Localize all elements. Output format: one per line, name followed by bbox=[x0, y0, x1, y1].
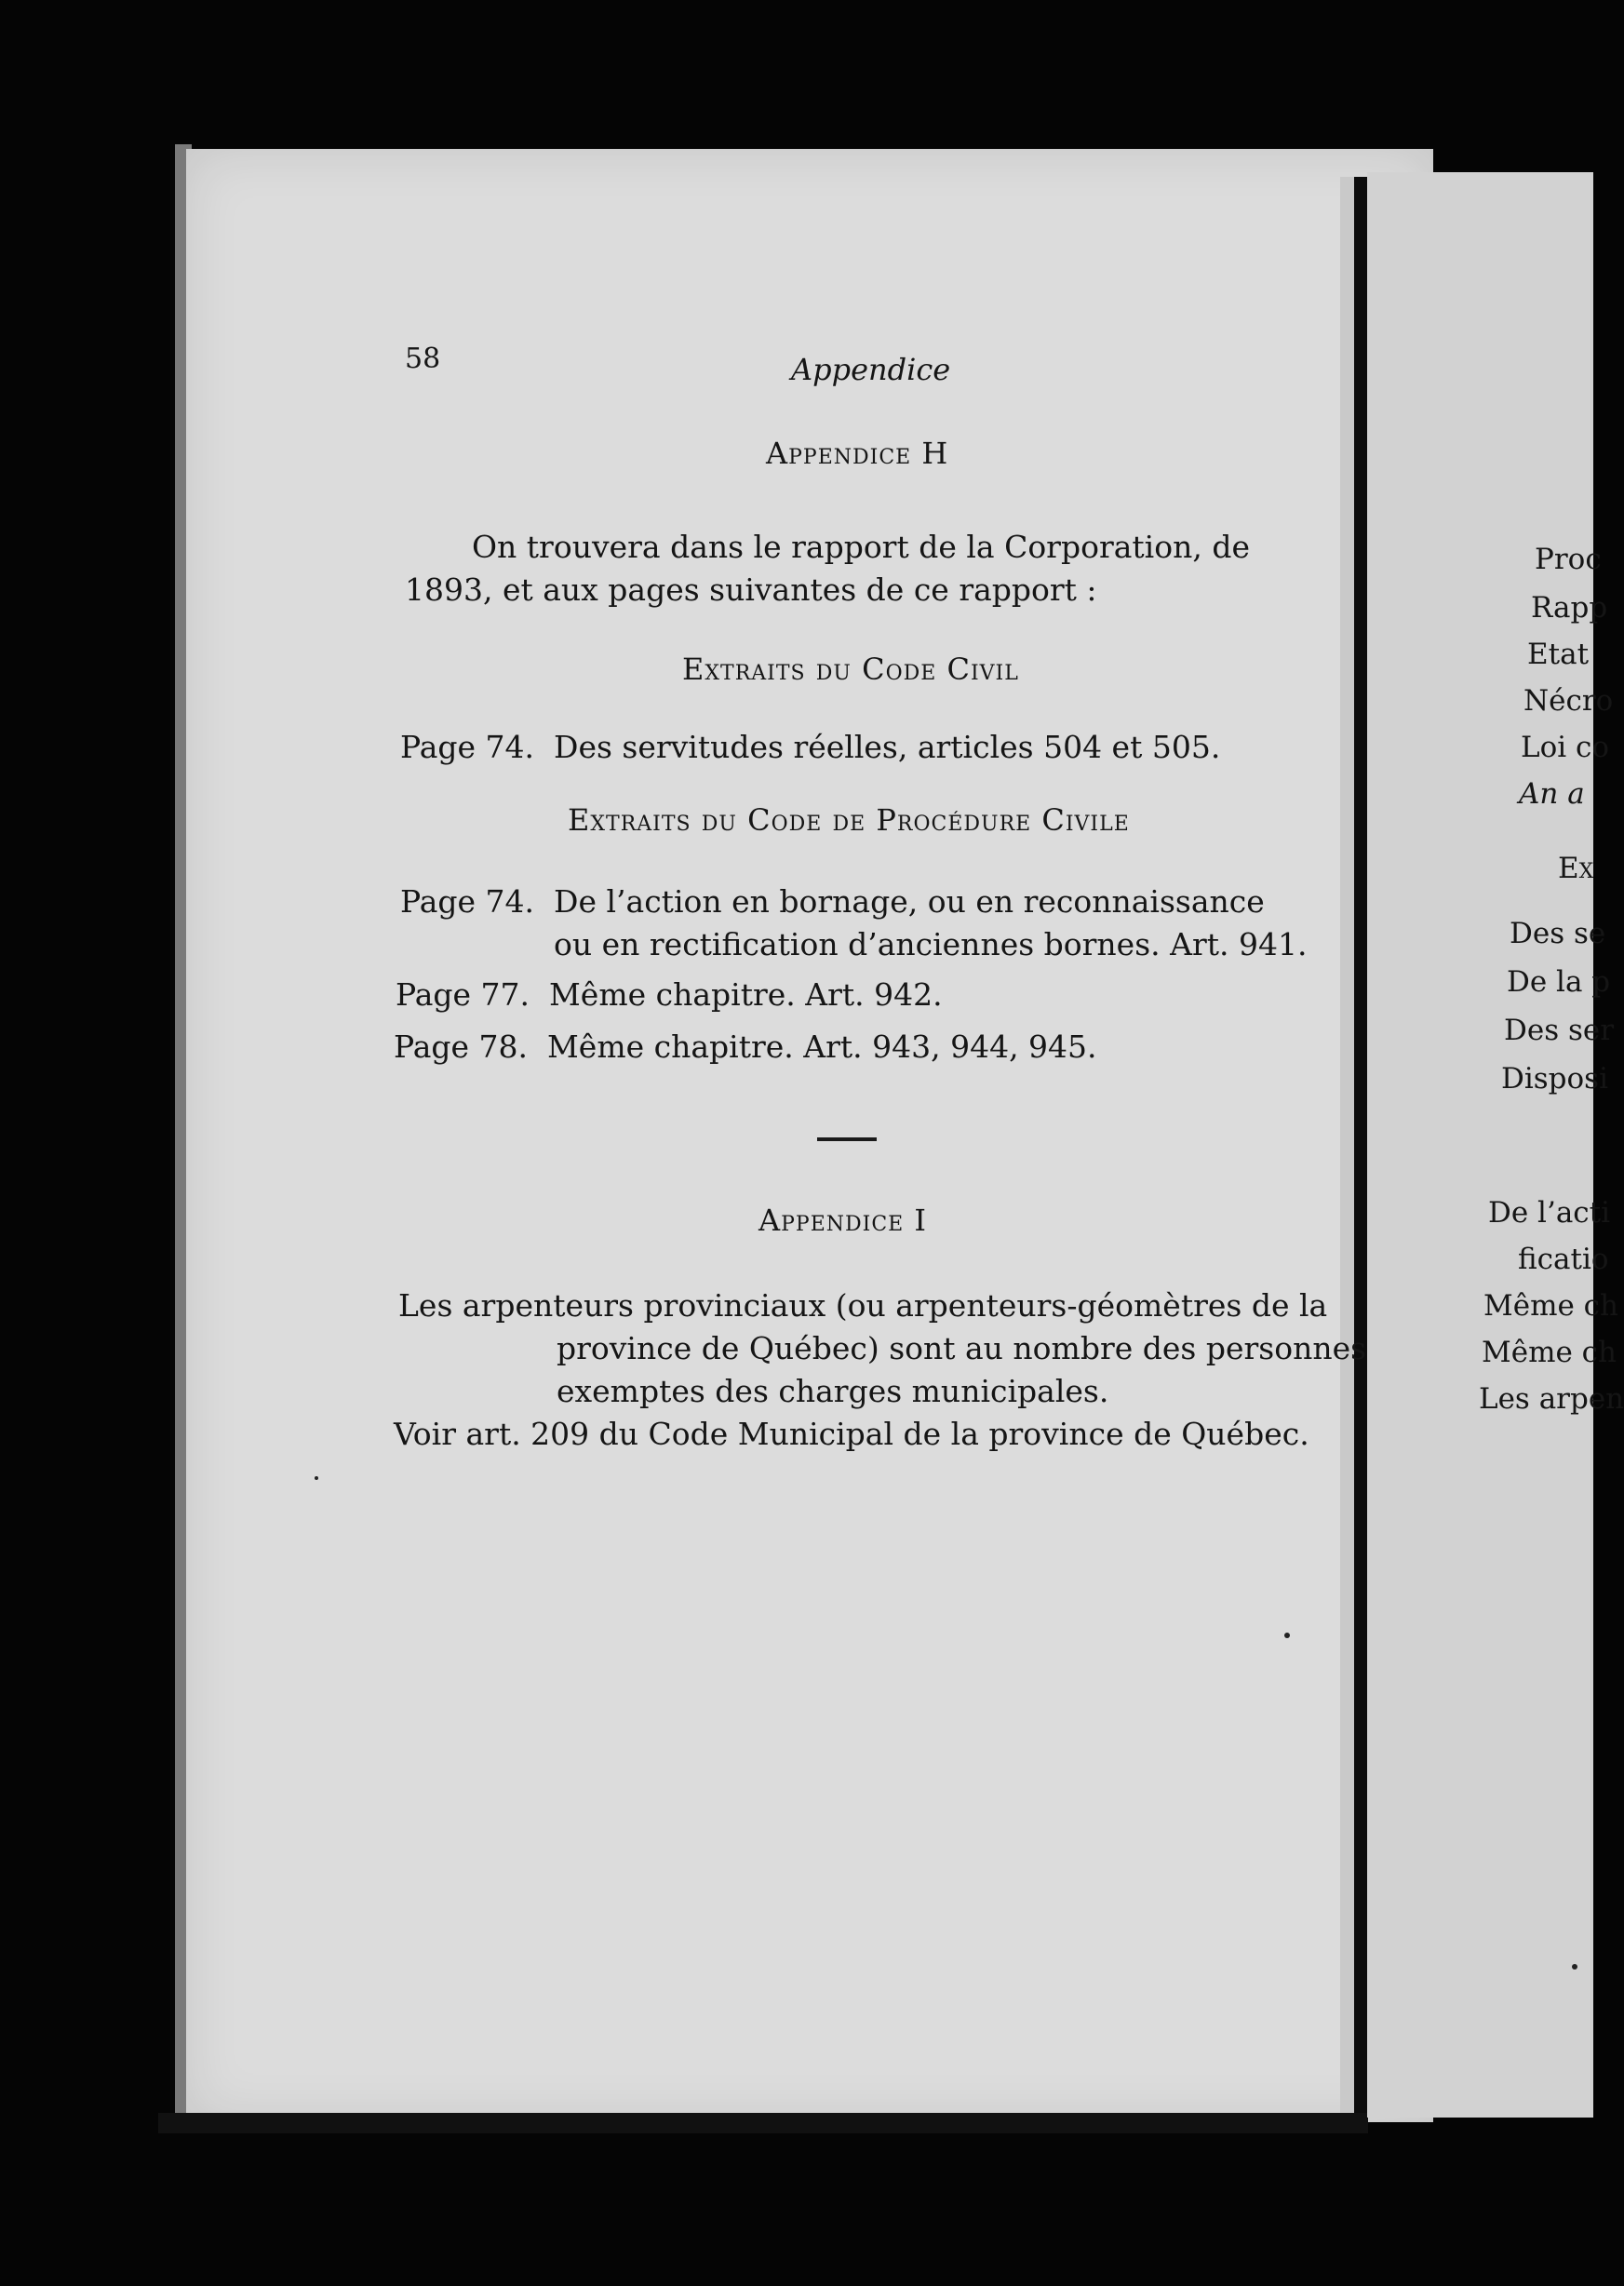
entry-text: Des servitudes réelles, articles 504 et 505. bbox=[554, 729, 1221, 765]
entry-text: Même chapitre. Art. 943, 944, 945. bbox=[547, 1029, 1097, 1065]
section-procedure-civile-title: Extraits du Code de Procédure Civile bbox=[568, 802, 1130, 838]
facing-page-fragment: Des ser bbox=[1504, 1014, 1615, 1047]
facing-page-fragment: ficatio bbox=[1518, 1243, 1609, 1276]
entry-page-ref: Page 77. bbox=[396, 976, 530, 1013]
paper-speck bbox=[1284, 1633, 1290, 1638]
facing-page-fragment: Etat bbox=[1527, 638, 1590, 671]
facing-page-fragment: De la p bbox=[1507, 965, 1611, 999]
section-code-civil-title: Extraits du Code Civil bbox=[682, 652, 1019, 687]
facing-page-fragment: Ex bbox=[1558, 852, 1594, 885]
facing-page-fragment: Proc bbox=[1535, 543, 1602, 576]
appendix-i-paragraph: Les arpenteurs provinciaux (ou arpenteurs-géomètres de la province de Québec) sont au nombre des personnes exemptes des charges municipales. bbox=[398, 1287, 1367, 1409]
entry-page-ref: Page 74. bbox=[400, 729, 535, 765]
section-divider bbox=[817, 1137, 877, 1141]
facing-page-fragment: Disposi bbox=[1501, 1062, 1609, 1096]
page-number: 58 bbox=[405, 343, 441, 375]
gutter-highlight bbox=[1340, 177, 1355, 2113]
facing-page-fragment: Même ch bbox=[1483, 1289, 1619, 1323]
running-title: Appendice bbox=[791, 352, 951, 387]
entry-page-ref: Page 74. bbox=[400, 883, 535, 920]
appendix-i-title: Appendice I bbox=[758, 1203, 928, 1238]
list-item bbox=[396, 974, 1335, 1016]
list-item bbox=[394, 1026, 1334, 1069]
facing-page-fragment: An a bbox=[1519, 777, 1585, 811]
facing-page-fragment: Nécro bbox=[1523, 684, 1614, 718]
appendix-h-intro: On trouvera dans le rapport de la Corporation, de 1893, et aux pages suivantes de ce rapport : bbox=[405, 529, 1250, 608]
facing-page-fragment: Même ch bbox=[1482, 1336, 1617, 1369]
appendix-i-reference: Voir art. 209 du Code Municipal de la province de Québec. bbox=[394, 1416, 1309, 1452]
entry-text: De l’action en bornage, ou en reconnaissance ou en rectification d’anciennes bornes. Art. 941. bbox=[554, 883, 1308, 962]
facing-page-fragment: Loi co bbox=[1521, 731, 1610, 764]
facing-page-fragment: Des se bbox=[1510, 917, 1606, 950]
facing-page-fragment: Les arpen bbox=[1479, 1382, 1624, 1416]
list-item bbox=[400, 881, 1340, 966]
facing-page-fragment: Rapp bbox=[1531, 591, 1608, 625]
facing-page-fragment: De l’acti bbox=[1488, 1196, 1611, 1230]
entry-text: Même chapitre. Art. 942. bbox=[549, 976, 943, 1013]
list-item bbox=[400, 726, 1340, 769]
entry-page-ref: Page 78. bbox=[394, 1029, 529, 1065]
page-bottom-edge bbox=[158, 2113, 1368, 2133]
paper-speck bbox=[1572, 1964, 1577, 1970]
book-gutter bbox=[1354, 177, 1367, 2113]
paper-speck bbox=[315, 1476, 318, 1480]
facing-page bbox=[1367, 172, 1624, 2118]
appendix-h-title: Appendice H bbox=[766, 436, 949, 471]
